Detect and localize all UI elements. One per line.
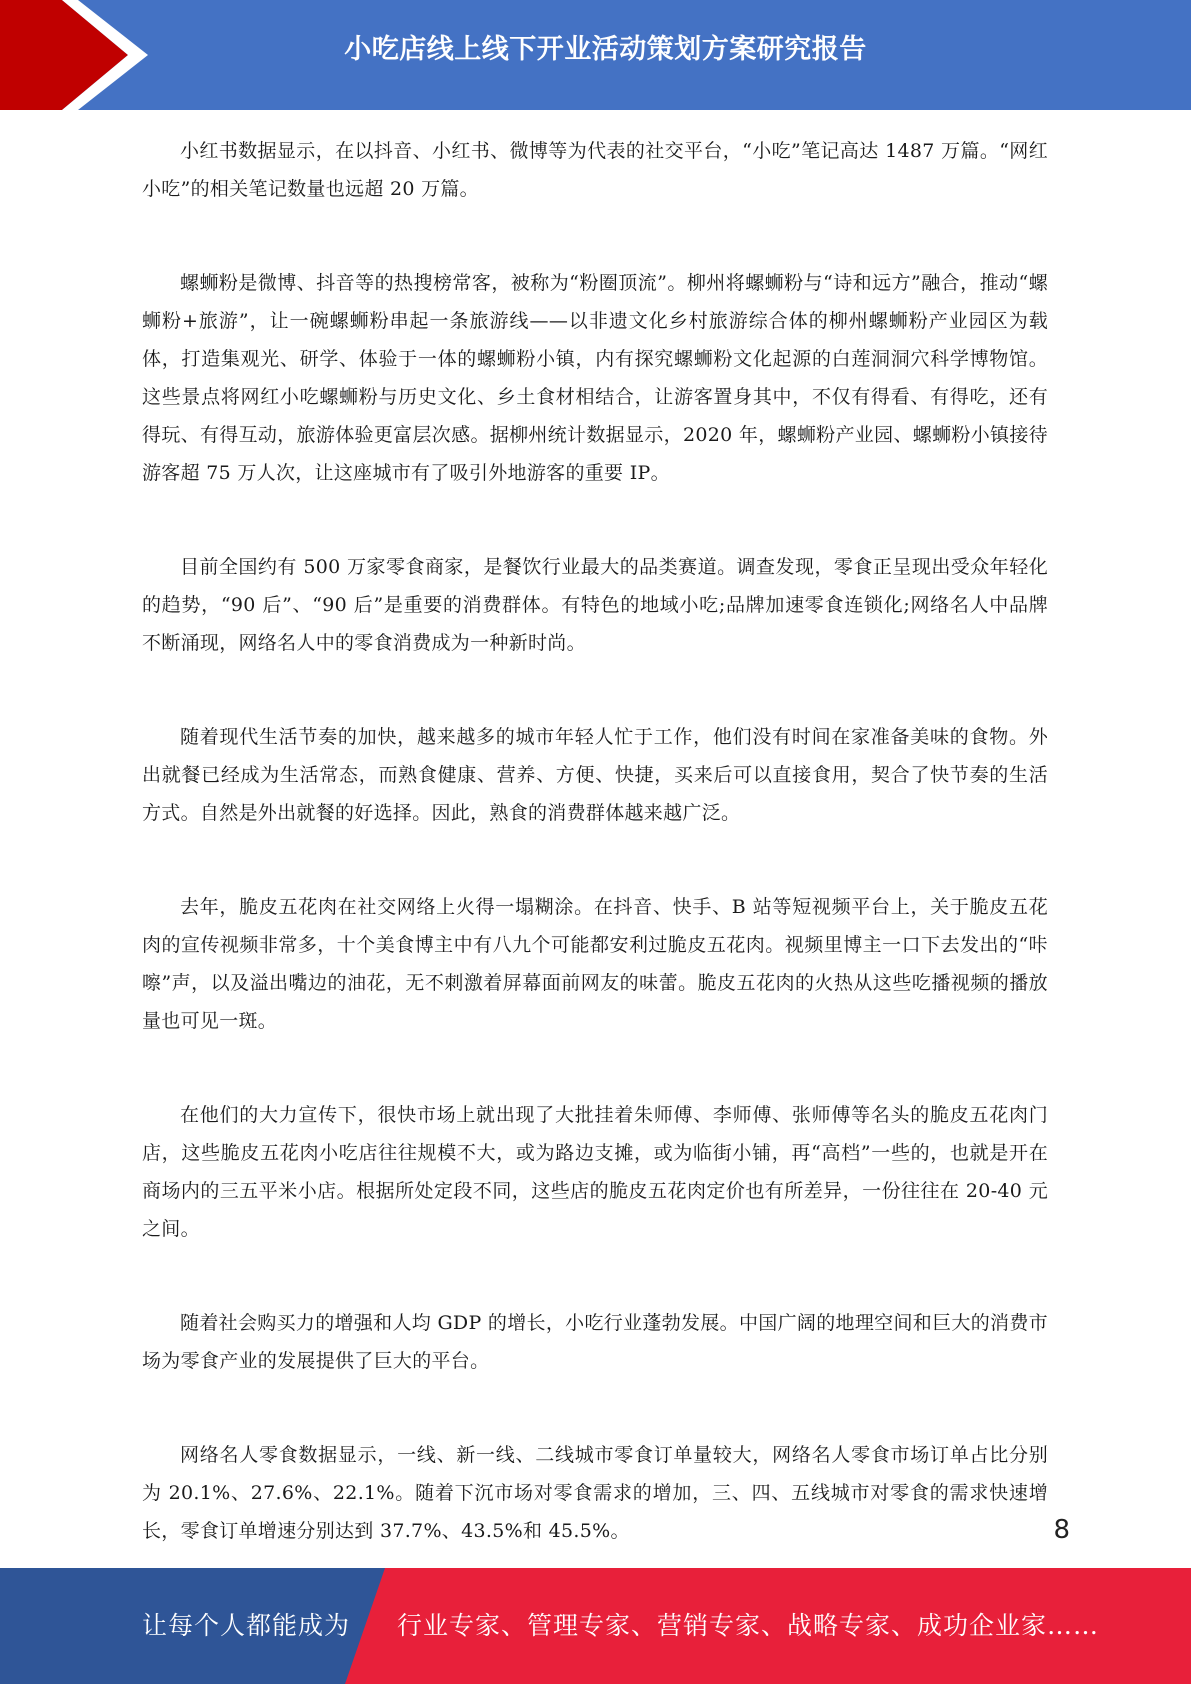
document-body: [142, 132, 1048, 1606]
paragraph: 网络名人零食数据显示，一线、新一线、二线城市零食订单量较大，网络名人零食市场订单占比分别为 20.1%、27.6%、22.1%。随着下沉市场对零食需求的增加，三、四、五线城市对零食的需求快速增长，零食订单增速分别达到 37.7%、43.5%和 45.5%。: [142, 1444, 1048, 1542]
footer-banner: [0, 1568, 1191, 1684]
paragraph: 去年，脆皮五花肉在社交网络上火得一塌糊涂。在抖音、快手、B 站等短视频平台上，关于脆皮五花肉的宣传视频非常多，十个美食博主中有八九个可能都安利过脆皮五花肉。视频里博主一口下去发出的“咔嚓”声，以及溢出嘴边的油花，无不刺激着屏幕面前网友的味蕾。脆皮五花肉的火热从这些吃播视频的播放量也可见一斑。: [142, 896, 1048, 1032]
paragraph: 在他们的大力宣传下，很快市场上就出现了大批挂着朱师傅、李师傅、张师傅等名头的脆皮五花肉门店，这些脆皮五花肉小吃店往往规模不大，或为路边支摊，或为临街小铺，再“高档”一些的，也就是开在商场内的三五平米小店。根据所处定段不同，这些店的脆皮五花肉定价也有所差异，一份往往在 20-40 元之间。: [142, 1104, 1048, 1240]
paragraph: 目前全国约有 500 万家零食商家，是餐饮行业最大的品类赛道。调查发现，零食正呈现出受众年轻化的趋势，“90 后”、“90 后”是重要的消费群体。有特色的地域小吃;品牌加速零食连锁化;网络名人中品牌不断涌现，网络名人中的零食消费成为一种新时尚。: [142, 556, 1048, 654]
footer-slogan-right: 行业专家、管理专家、营销专家、战略专家、成功企业家……: [397, 1611, 1100, 1640]
document-title: 小吃店线上线下开业活动策划方案研究报告: [344, 34, 867, 65]
paragraph: 随着社会购买力的增强和人均 GDP 的增长，小吃行业蓬勃发展。中国广阔的地理空间和巨大的消费市场为零食产业的发展提供了巨大的平台。: [142, 1312, 1048, 1372]
paragraph: 螺蛳粉是微博、抖音等的热搜榜常客，被称为“粉圈顶流”。柳州将螺蛳粉与“诗和远方”融合，推动“螺蛳粉+旅游”，让一碗螺蛳粉串起一条旅游线——以非遗文化乡村旅游综合体的柳州螺蛳粉产业园区为载体，打造集观光、研学、体验于一体的螺蛳粉小镇，内有探究螺蛳粉文化起源的白莲洞洞穴科学博物馆。这些景点将网红小吃螺蛳粉与历史文化、乡土食材相结合，让游客置身其中，不仅有得看、有得吃，还有得玩、有得互动，旅游体验更富层次感。据柳州统计数据显示，2020 年，螺蛳粉产业园、螺蛳粉小镇接待游客超 75 万人次，让这座城市有了吸引外地游客的重要 IP。: [142, 272, 1048, 484]
paragraph: 小红书数据显示，在以抖音、小红书、微博等为代表的社交平台，“小吃”笔记高达 1487 万篇。“网红小吃”的相关笔记数量也远超 20 万篇。: [142, 140, 1048, 200]
page-number: 8: [1053, 1515, 1070, 1545]
footer-slogan-left: 让每个人都能成为: [142, 1611, 351, 1640]
paragraph: 随着现代生活节奏的加快，越来越多的城市年轻人忙于工作，他们没有时间在家准备美味的食物。外出就餐已经成为生活常态，而熟食健康、营养、方便、快捷，买来后可以直接食用，契合了快节奏的生活方式。自然是外出就餐的好选择。因此，熟食的消费群体越来越广泛。: [142, 726, 1048, 824]
header-bar: [0, 0, 1191, 110]
